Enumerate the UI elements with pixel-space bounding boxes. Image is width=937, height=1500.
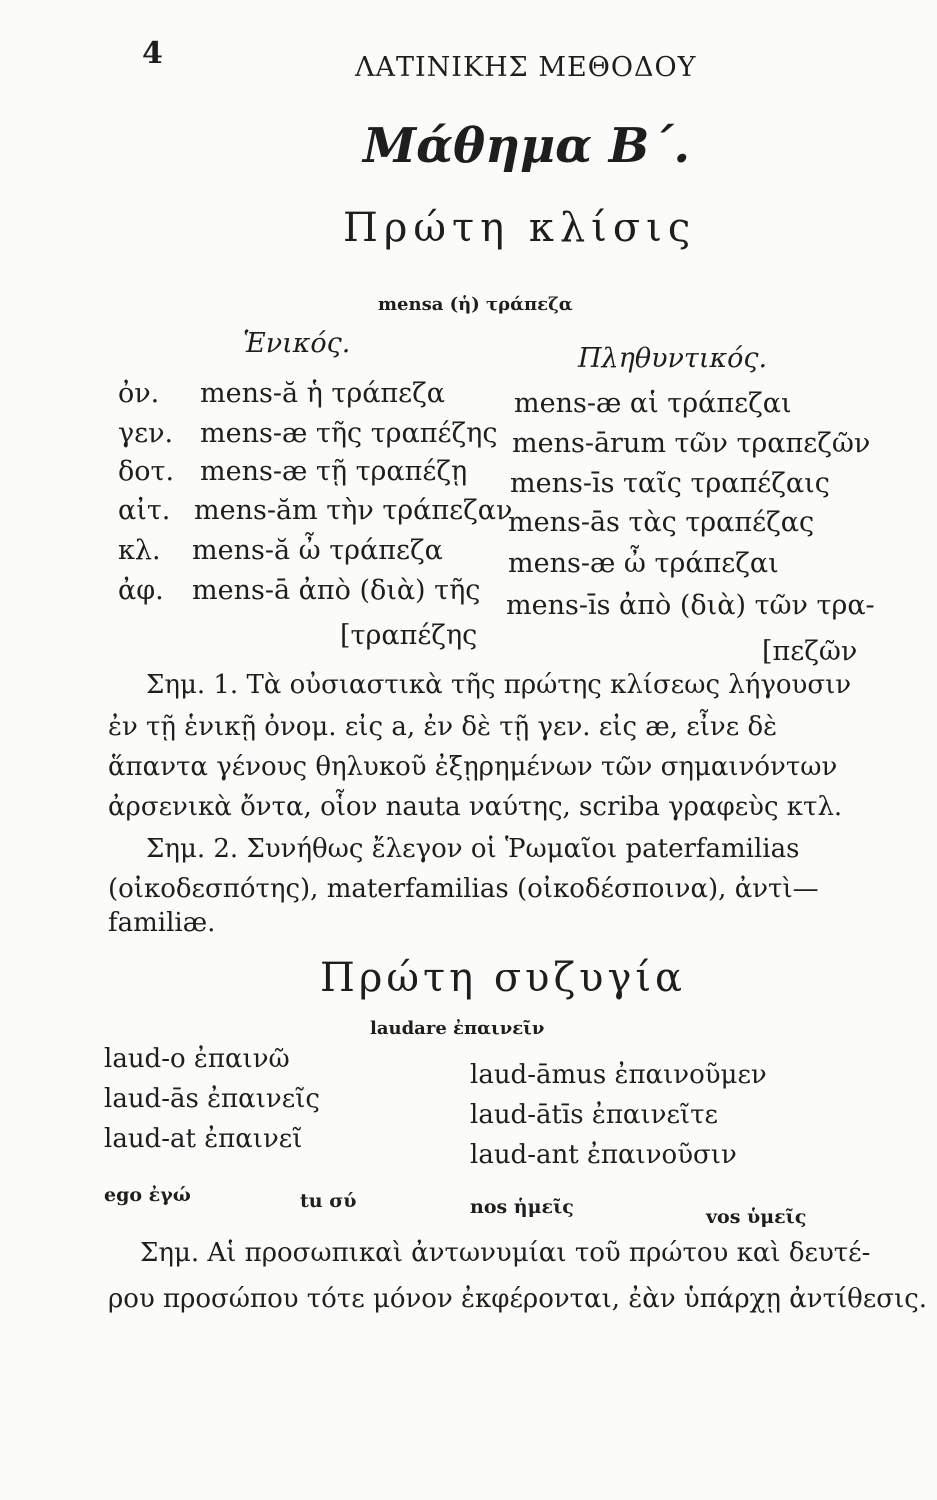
- plural-form: mens-ārum τῶν τραπεζῶν: [512, 428, 871, 459]
- plural-form: mens-īs ἀπὸ (διὰ) τῶν τρα-: [506, 590, 875, 621]
- case-label: γεν.: [118, 418, 174, 449]
- singular-form: mens-ă ἡ τράπεζα: [200, 378, 446, 409]
- page-number: 4: [142, 36, 163, 71]
- plural-form: mens-æ ὦ τράπεζαι: [508, 548, 779, 579]
- pronoun-tu: tu σύ: [300, 1190, 357, 1212]
- plural-form: mens-ās τὰς τραπέζας: [508, 507, 815, 538]
- conjugation-verb: laudare ἐπαινεῖν: [370, 1018, 545, 1039]
- case-label: ὀν.: [118, 378, 160, 409]
- singular-form: mens-ăm τὴν τράπεζαν: [194, 495, 513, 526]
- plural-continuation: [πεζῶν: [762, 636, 858, 667]
- declension-title: Πρώτη κλίσις: [343, 205, 697, 251]
- final-note-line: Σημ. Αἱ προσωπικαὶ ἀντωνυμίαι τοῦ πρώτου καὶ δευτέ-: [140, 1238, 871, 1268]
- final-note-line: ρου προσώπου τότε μόνον ἐκφέρονται, ἐὰν ὑπάρχῃ ἀντίθεσις.: [108, 1284, 928, 1314]
- conjugation-plural: laud-ant ἐπαινοῦσιν: [470, 1140, 737, 1170]
- case-label: κλ.: [118, 535, 161, 566]
- conjugation-singular: laud-at ἐπαινεῖ: [104, 1124, 303, 1154]
- note-line: ἀρσενικὰ ὄντα, οἷον nauta ναύτης, scriba γραφεὺς κτλ.: [108, 792, 843, 822]
- note-line: Σημ. 2. Συνήθως ἔλεγον οἱ Ῥωμαῖοι paterfamilias: [146, 834, 800, 864]
- pronoun-nos: nos ἡμεῖς: [470, 1196, 574, 1218]
- conjugation-plural: laud-āmus ἐπαινοῦμεν: [470, 1060, 767, 1090]
- singular-continuation: [τραπέζης: [340, 620, 478, 651]
- note-line: ἐν τῇ ἑνικῇ ὀνομ. εἰς a, ἐν δὲ τῇ γεν. εἰς æ, εἶνε δὲ: [108, 712, 778, 742]
- singular-form: mens-æ τῇ τραπέζῃ: [200, 456, 468, 487]
- conjugation-plural: laud-ātīs ἐπαινεῖτε: [470, 1100, 718, 1130]
- declension-example: mensa (ἡ) τράπεζα: [378, 294, 573, 315]
- singular-heading: Ἑνικός.: [243, 328, 351, 359]
- plural-form: mens-æ αἱ τράπεζαι: [514, 388, 792, 419]
- conjugation-singular: laud-o ἐπαινῶ: [104, 1044, 290, 1074]
- singular-form: mens-ā ἀπὸ (διὰ) τῆς: [192, 575, 481, 606]
- case-label: ἀφ.: [118, 575, 164, 606]
- note-line: Σημ. 1. Τὰ οὐσιαστικὰ τῆς πρώτης κλίσεως λήγουσιν: [146, 670, 852, 700]
- singular-form: mens-ă ὦ τράπεζα: [192, 535, 443, 566]
- note-line: ἅπαντα γένους θηλυκοῦ ἐξῃρημένων τῶν σημαινόντων: [108, 752, 838, 782]
- conjugation-title: Πρώτη συζυγία: [320, 955, 687, 1001]
- note-line: familiæ.: [108, 908, 216, 938]
- case-label: αἰτ.: [118, 495, 171, 526]
- lesson-title: Μάθημα Β΄.: [363, 118, 691, 174]
- plural-heading: Πληθυντικός.: [578, 343, 768, 374]
- pronoun-ego: ego ἐγώ: [104, 1184, 191, 1206]
- note-line: (οἰκοδεσπότης), materfamilias (οἰκοδέσποινα), ἀντὶ—: [108, 874, 819, 904]
- plural-form: mens-īs ταῖς τραπέζαις: [510, 468, 830, 499]
- case-label: δοτ.: [118, 456, 175, 487]
- singular-form: mens-æ τῆς τραπέζης: [200, 418, 498, 449]
- conjugation-singular: laud-ās ἐπαινεῖς: [104, 1084, 320, 1114]
- pronoun-vos: vos ὑμεῖς: [706, 1206, 807, 1228]
- running-title: ΛΑΤΙΝΙΚΗΣ ΜΕΘΟΔΟΥ: [355, 52, 697, 83]
